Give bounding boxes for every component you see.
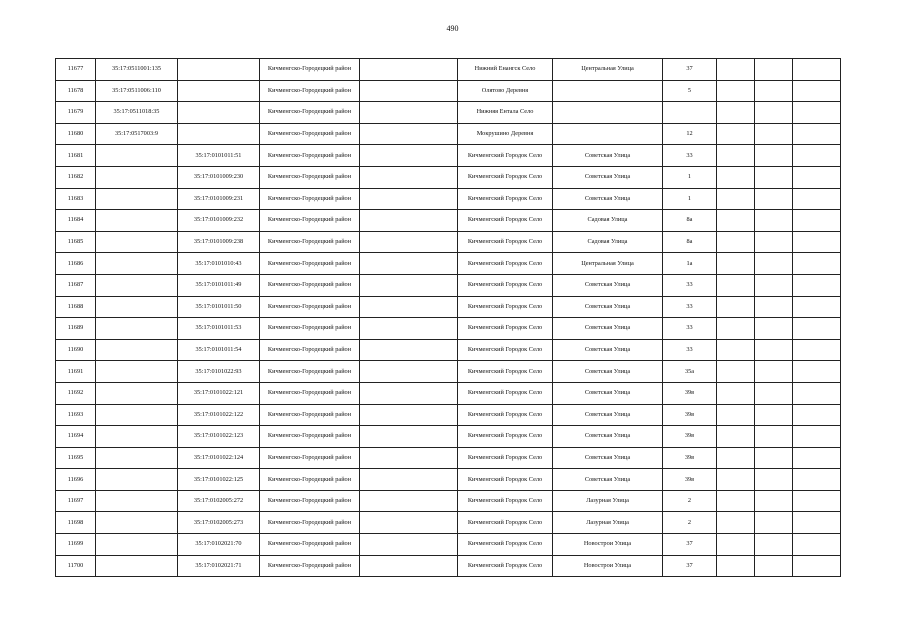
district-cell: Кичменгско-Городецкий район [260,231,360,253]
district-cell: Кичменгско-Городецкий район [260,80,360,102]
street-cell: Лазурная Улица [553,512,663,534]
settlement-cell: Кичменгский Городок Село [458,404,553,426]
settlement-cell: Кичменгский Городок Село [458,274,553,296]
table-row [56,102,841,124]
empty-cell [717,447,755,469]
house-cell [663,102,717,124]
empty-cell [360,80,458,102]
empty-cell [717,382,755,404]
cadastral-number-cell [96,231,178,253]
house-cell: 12 [663,123,717,145]
settlement-cell: Кичменгский Городок Село [458,318,553,340]
house-cell: 8а [663,210,717,232]
house-cell: 1 [663,188,717,210]
cadastral-number-cell: 35:17:0511001:135 [96,59,178,81]
cadastral-number-alt-cell [178,102,260,124]
table-row [56,426,841,448]
street-cell: Советская Улица [553,145,663,167]
table-row [56,361,841,383]
empty-cell [717,469,755,491]
cadastral-number-cell [96,274,178,296]
empty-cell [755,361,793,383]
settlement-cell: Кичменгский Городок Село [458,145,553,167]
table-row [56,188,841,210]
settlement-cell: Кичменгский Городок Село [458,447,553,469]
cadastral-number-cell [96,361,178,383]
street-cell: Советская Улица [553,404,663,426]
empty-cell [793,426,841,448]
cadastral-number-cell [96,469,178,491]
house-cell: 5 [663,80,717,102]
cadastral-number-alt-cell: 35:17:0101011:53 [178,318,260,340]
row-number-cell: 11694 [56,426,96,448]
empty-cell [793,469,841,491]
district-cell: Кичменгско-Городецкий район [260,534,360,556]
house-cell: 35а [663,361,717,383]
empty-cell [755,534,793,556]
house-cell: 2 [663,490,717,512]
cadastral-number-alt-cell: 35:17:0101022:125 [178,469,260,491]
settlement-cell: Кичменгский Городок Село [458,382,553,404]
district-cell: Кичменгско-Городецкий район [260,123,360,145]
empty-cell [360,426,458,448]
empty-cell [717,426,755,448]
empty-cell [755,210,793,232]
empty-cell [755,318,793,340]
house-cell: 37 [663,534,717,556]
empty-cell [755,469,793,491]
cadastral-number-cell [96,166,178,188]
empty-cell [360,253,458,275]
row-number-cell: 11684 [56,210,96,232]
empty-cell [793,188,841,210]
empty-cell [755,490,793,512]
row-number-cell: 11678 [56,80,96,102]
empty-cell [717,339,755,361]
district-cell: Кичменгско-Городецкий район [260,145,360,167]
district-cell: Кичменгско-Городецкий район [260,361,360,383]
house-cell: 1 [663,166,717,188]
street-cell: Советская Улица [553,382,663,404]
empty-cell [360,534,458,556]
district-cell: Кичменгско-Городецкий район [260,490,360,512]
district-cell: Кичменгско-Городецкий район [260,274,360,296]
street-cell [553,102,663,124]
district-cell: Кичменгско-Городецкий район [260,512,360,534]
settlement-cell: Кичменгский Городок Село [458,339,553,361]
district-cell: Кичменгско-Городецкий район [260,59,360,81]
street-cell: Советская Улица [553,339,663,361]
empty-cell [793,404,841,426]
empty-cell [360,145,458,167]
row-number-cell: 11696 [56,469,96,491]
row-number-cell: 11692 [56,382,96,404]
row-number-cell: 11682 [56,166,96,188]
empty-cell [793,512,841,534]
cadastral-number-alt-cell: 35:17:0101022:123 [178,426,260,448]
empty-cell [717,253,755,275]
empty-cell [717,361,755,383]
empty-cell [793,253,841,275]
row-number-cell: 11690 [56,339,96,361]
cadastral-number-alt-cell: 35:17:0101011:51 [178,145,260,167]
house-cell: 33 [663,274,717,296]
empty-cell [755,555,793,577]
house-cell: 39в [663,469,717,491]
empty-cell [360,296,458,318]
empty-cell [793,447,841,469]
empty-cell [755,426,793,448]
district-cell: Кичменгско-Городецкий район [260,469,360,491]
street-cell: Советская Улица [553,274,663,296]
cadastral-number-cell: 35:17:0511018:35 [96,102,178,124]
table-row [56,318,841,340]
cadastral-number-alt-cell: 35:17:0101011:49 [178,274,260,296]
empty-cell [793,382,841,404]
cadastral-number-alt-cell: 35:17:0101011:54 [178,339,260,361]
cadastral-number-cell [96,253,178,275]
cadastral-number-alt-cell: 35:17:0101011:50 [178,296,260,318]
district-cell: Кичменгско-Городецкий район [260,253,360,275]
district-cell: Кичменгско-Городецкий район [260,210,360,232]
empty-cell [755,382,793,404]
settlement-cell: Кичменгский Городок Село [458,426,553,448]
district-cell: Кичменгско-Городецкий район [260,166,360,188]
cadastral-number-alt-cell: 35:17:0101009:238 [178,231,260,253]
cadastral-number-cell [96,555,178,577]
empty-cell [360,382,458,404]
district-cell: Кичменгско-Городецкий район [260,555,360,577]
row-number-cell: 11677 [56,59,96,81]
cadastral-number-cell [96,145,178,167]
table-row [56,339,841,361]
empty-cell [360,231,458,253]
registry-table [55,58,841,577]
cadastral-number-alt-cell [178,80,260,102]
empty-cell [717,404,755,426]
house-cell: 39в [663,382,717,404]
empty-cell [793,145,841,167]
row-number-cell: 11687 [56,274,96,296]
street-cell: Советская Улица [553,447,663,469]
empty-cell [793,123,841,145]
cadastral-number-cell [96,210,178,232]
row-number-cell: 11689 [56,318,96,340]
cadastral-number-alt-cell [178,123,260,145]
empty-cell [717,145,755,167]
district-cell: Кичменгско-Городецкий район [260,404,360,426]
cadastral-number-alt-cell: 35:17:0102005:273 [178,512,260,534]
district-cell: Кичменгско-Городецкий район [260,188,360,210]
table-row [56,296,841,318]
house-cell: 33 [663,318,717,340]
empty-cell [717,102,755,124]
empty-cell [755,166,793,188]
empty-cell [360,102,458,124]
settlement-cell: Кичменгский Городок Село [458,166,553,188]
street-cell [553,123,663,145]
cadastral-number-alt-cell: 35:17:0101022:124 [178,447,260,469]
empty-cell [360,210,458,232]
table-row [56,274,841,296]
table-row [56,490,841,512]
house-cell: 2 [663,512,717,534]
cadastral-number-cell [96,296,178,318]
empty-cell [717,534,755,556]
row-number-cell: 11691 [56,361,96,383]
empty-cell [717,555,755,577]
empty-cell [360,318,458,340]
empty-cell [755,231,793,253]
table-row [56,59,841,81]
table-row [56,382,841,404]
empty-cell [717,188,755,210]
cadastral-number-alt-cell: 35:17:0101009:232 [178,210,260,232]
settlement-cell: Кичменгский Городок Село [458,296,553,318]
cadastral-number-alt-cell: 35:17:0102021:70 [178,534,260,556]
empty-cell [360,59,458,81]
table-row [56,512,841,534]
house-cell: 1а [663,253,717,275]
cadastral-number-alt-cell: 35:17:0101022:121 [178,382,260,404]
cadastral-number-cell: 35:17:0517003:9 [96,123,178,145]
street-cell: Советская Улица [553,361,663,383]
street-cell: Новострои Улица [553,534,663,556]
page-number: 490 [446,24,459,33]
district-cell: Кичменгско-Городецкий район [260,447,360,469]
empty-cell [360,188,458,210]
empty-cell [793,231,841,253]
cadastral-number-cell: 35:17:0511006:110 [96,80,178,102]
settlement-cell: Мокрушино Деревня [458,123,553,145]
row-number-cell: 11685 [56,231,96,253]
empty-cell [793,296,841,318]
empty-cell [793,339,841,361]
cadastral-number-cell [96,318,178,340]
cadastral-number-cell [96,426,178,448]
settlement-cell: Кичменгский Городок Село [458,231,553,253]
cadastral-number-alt-cell: 35:17:0101022:122 [178,404,260,426]
district-cell: Кичменгско-Городецкий район [260,318,360,340]
street-cell [553,80,663,102]
empty-cell [755,339,793,361]
house-cell: 8а [663,231,717,253]
row-number-cell: 11683 [56,188,96,210]
cadastral-number-alt-cell: 35:17:0101009:231 [178,188,260,210]
cadastral-number-cell [96,534,178,556]
cadastral-number-cell [96,339,178,361]
table-row [56,231,841,253]
district-cell: Кичменгско-Городецкий район [260,426,360,448]
cadastral-number-alt-cell: 35:17:0101022:93 [178,361,260,383]
empty-cell [755,253,793,275]
table-body [56,59,841,577]
cadastral-number-cell [96,188,178,210]
cadastral-number-cell [96,447,178,469]
empty-cell [755,123,793,145]
settlement-cell: Кичменгский Городок Село [458,361,553,383]
street-cell: Новострои Улица [553,555,663,577]
table-row [56,534,841,556]
empty-cell [793,361,841,383]
row-number-cell: 11680 [56,123,96,145]
house-cell: 39в [663,426,717,448]
district-cell: Кичменгско-Городецкий район [260,102,360,124]
empty-cell [360,555,458,577]
street-cell: Садовая Улица [553,231,663,253]
empty-cell [793,80,841,102]
empty-cell [755,296,793,318]
house-cell: 39в [663,404,717,426]
empty-cell [755,512,793,534]
empty-cell [755,102,793,124]
empty-cell [360,490,458,512]
settlement-cell: Кичменгский Городок Село [458,490,553,512]
cadastral-number-cell [96,382,178,404]
street-cell: Центральная Улица [553,253,663,275]
cadastral-number-alt-cell: 35:17:0101010:43 [178,253,260,275]
cadastral-number-alt-cell [178,59,260,81]
empty-cell [755,404,793,426]
empty-cell [793,534,841,556]
table-row [56,166,841,188]
house-cell: 37 [663,555,717,577]
empty-cell [717,296,755,318]
table-row [56,555,841,577]
empty-cell [360,166,458,188]
row-number-cell: 11697 [56,490,96,512]
row-number-cell: 11681 [56,145,96,167]
street-cell: Центральная Улица [553,59,663,81]
empty-cell [793,490,841,512]
cadastral-number-cell [96,490,178,512]
street-cell: Советская Улица [553,188,663,210]
empty-cell [717,231,755,253]
settlement-cell: Нижняя Ентала Село [458,102,553,124]
empty-cell [360,274,458,296]
table-row [56,210,841,232]
empty-cell [793,210,841,232]
empty-cell [793,59,841,81]
settlement-cell: Кичменгский Городок Село [458,555,553,577]
empty-cell [793,555,841,577]
empty-cell [755,59,793,81]
empty-cell [793,102,841,124]
empty-cell [360,361,458,383]
empty-cell [755,145,793,167]
cadastral-number-cell [96,404,178,426]
empty-cell [717,512,755,534]
table-row [56,123,841,145]
empty-cell [717,123,755,145]
settlement-cell: Кичменгский Городок Село [458,253,553,275]
empty-cell [717,210,755,232]
table-row [56,80,841,102]
house-cell: 33 [663,296,717,318]
cadastral-number-alt-cell: 35:17:0101009:230 [178,166,260,188]
empty-cell [755,188,793,210]
table-row [56,447,841,469]
empty-cell [717,274,755,296]
row-number-cell: 11688 [56,296,96,318]
row-number-cell: 11700 [56,555,96,577]
street-cell: Лазурная Улица [553,490,663,512]
empty-cell [360,512,458,534]
row-number-cell: 11695 [56,447,96,469]
empty-cell [360,339,458,361]
settlement-cell: Кичменгский Городок Село [458,534,553,556]
table-row [56,145,841,167]
empty-cell [793,318,841,340]
empty-cell [360,123,458,145]
empty-cell [717,80,755,102]
district-cell: Кичменгско-Городецкий район [260,339,360,361]
settlement-cell: Олятово Деревня [458,80,553,102]
district-cell: Кичменгско-Городецкий район [260,382,360,404]
settlement-cell: Кичменгский Городок Село [458,469,553,491]
settlement-cell: Кичменгский Городок Село [458,210,553,232]
street-cell: Советская Улица [553,318,663,340]
empty-cell [755,80,793,102]
empty-cell [793,166,841,188]
house-cell: 39в [663,447,717,469]
empty-cell [755,274,793,296]
street-cell: Советская Улица [553,426,663,448]
house-cell: 33 [663,339,717,361]
street-cell: Советская Улица [553,296,663,318]
house-cell: 33 [663,145,717,167]
cadastral-number-cell [96,512,178,534]
settlement-cell: Кичменгский Городок Село [458,512,553,534]
settlement-cell: Нижний Енангск Село [458,59,553,81]
row-number-cell: 11698 [56,512,96,534]
empty-cell [360,447,458,469]
district-cell: Кичменгско-Городецкий район [260,296,360,318]
row-number-cell: 11686 [56,253,96,275]
street-cell: Советская Улица [553,469,663,491]
empty-cell [717,318,755,340]
cadastral-number-alt-cell: 35:17:0102005:272 [178,490,260,512]
empty-cell [360,404,458,426]
empty-cell [793,274,841,296]
table-row [56,404,841,426]
cadastral-number-alt-cell: 35:17:0102021:71 [178,555,260,577]
street-cell: Советская Улица [553,166,663,188]
empty-cell [755,447,793,469]
row-number-cell: 11693 [56,404,96,426]
row-number-cell: 11699 [56,534,96,556]
row-number-cell: 11679 [56,102,96,124]
empty-cell [360,469,458,491]
settlement-cell: Кичменгский Городок Село [458,188,553,210]
empty-cell [717,166,755,188]
empty-cell [717,490,755,512]
table-row [56,253,841,275]
empty-cell [717,59,755,81]
house-cell: 37 [663,59,717,81]
table-row [56,469,841,491]
street-cell: Садовая Улица [553,210,663,232]
